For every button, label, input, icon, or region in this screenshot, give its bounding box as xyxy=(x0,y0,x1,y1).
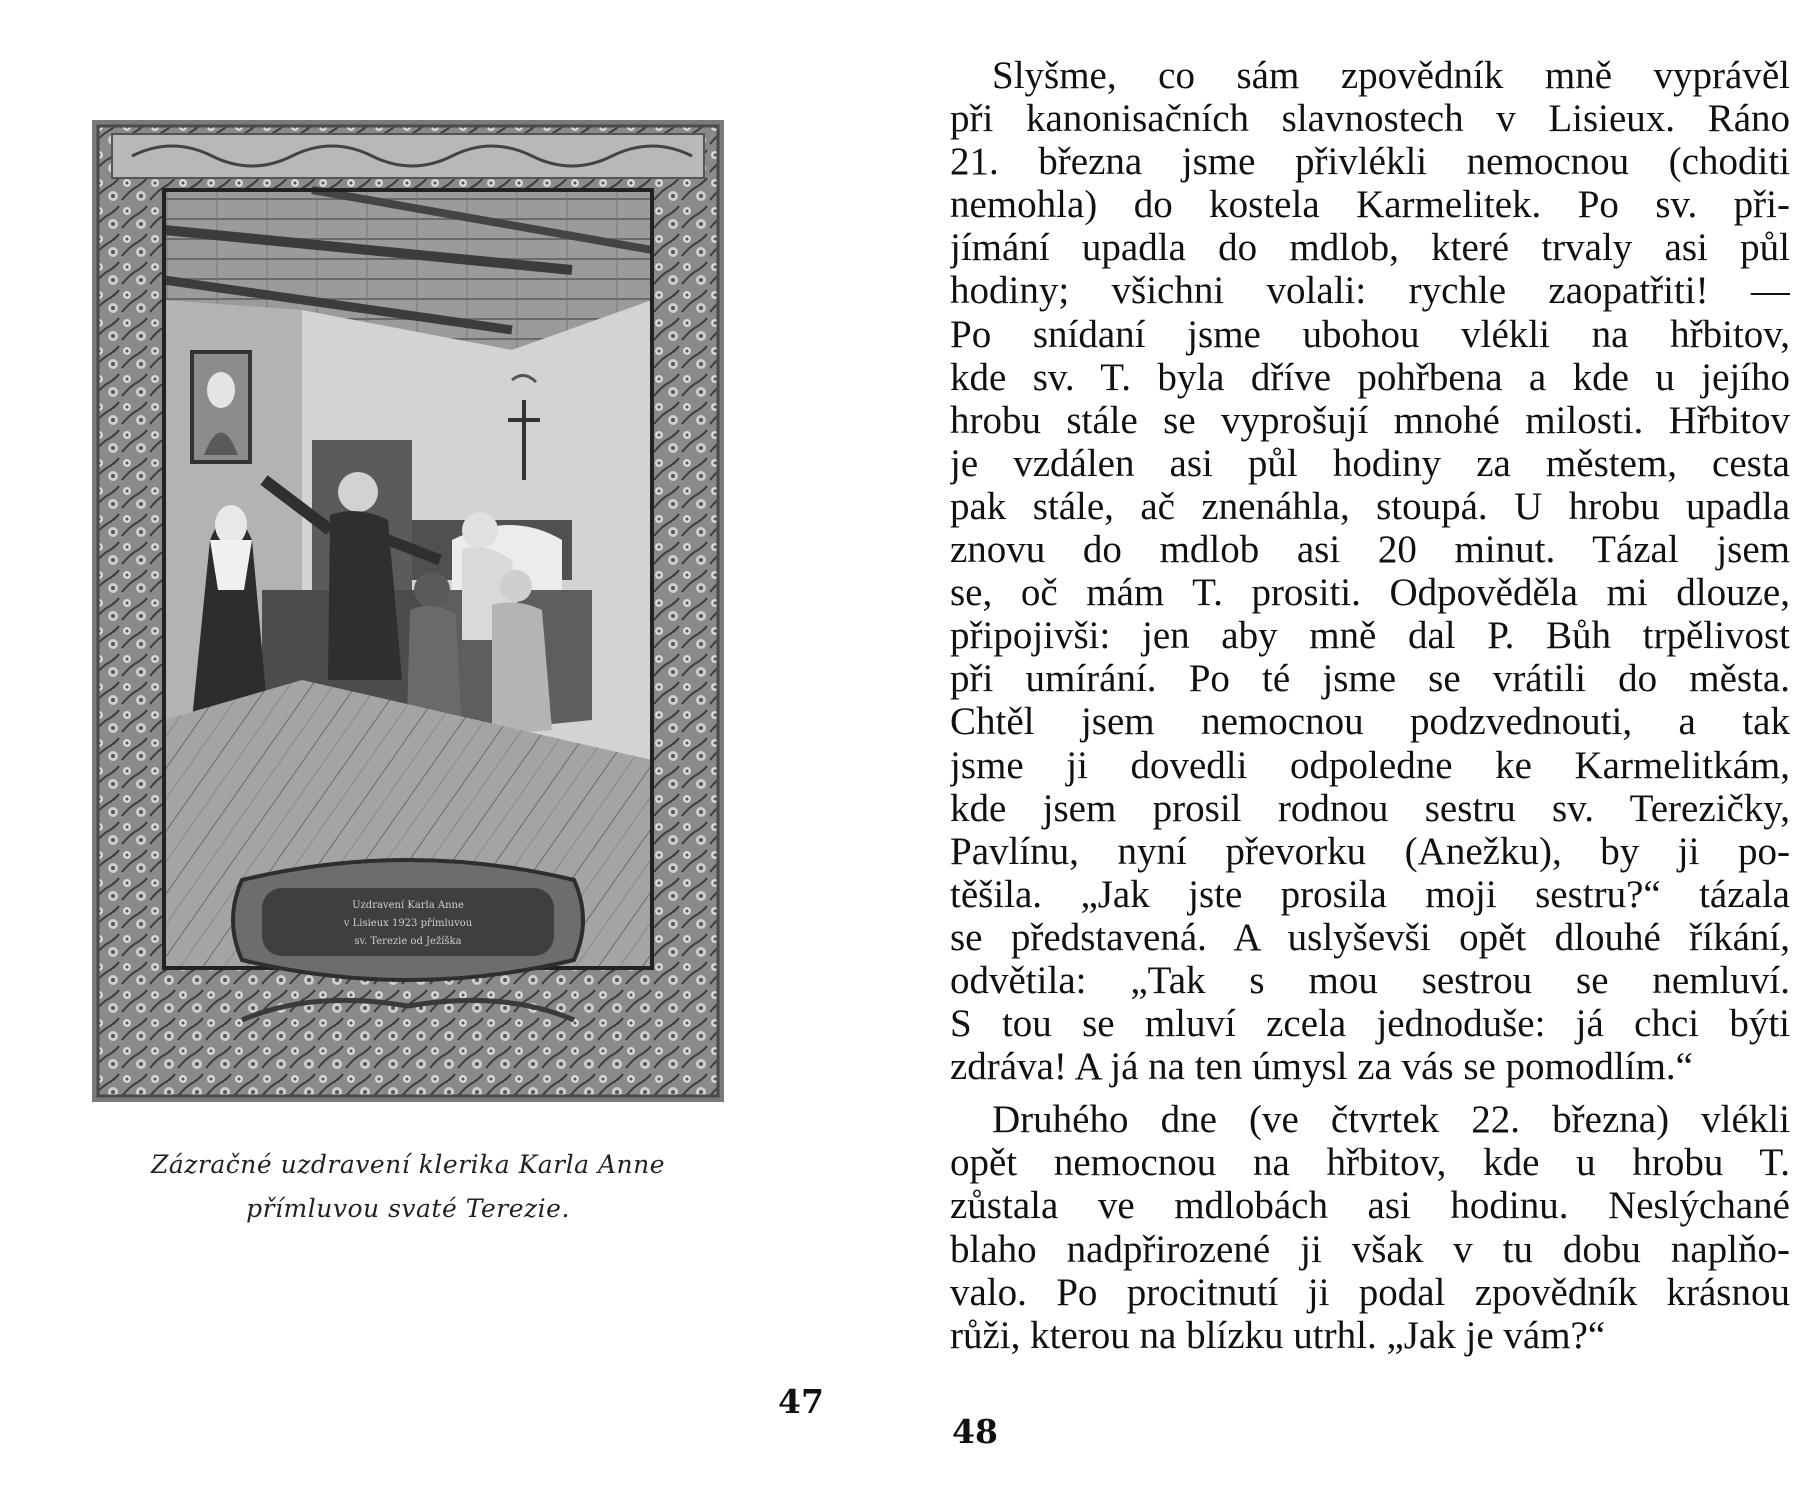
text-line: S tou se mluví zcela jednoduše: já chci býti xyxy=(950,1002,1790,1046)
text-line: jímání upadla do mdlob, které trvaly asi půl xyxy=(950,226,1790,270)
text-line: blaho nadpřirozené ji však v tu dobu naplňo- xyxy=(950,1227,1790,1271)
text-line: Chtěl jsem nemocnou podzvednouti, a tak xyxy=(950,700,1790,744)
illustration-plate xyxy=(92,120,724,1102)
text-line: 21. března jsme přivlékli nemocnou (choditi xyxy=(950,140,1790,184)
text-line: zdráva! A já na ten úmysl za vás se pomodlím.“ xyxy=(950,1045,1693,1089)
caption-line-1: Zázračné uzdravení klerika Karla Anne xyxy=(150,1150,666,1179)
text-line: Po snídaní jsme ubohou vlékli na hřbitov, xyxy=(950,312,1790,356)
text-line: při umírání. Po té jsme se vrátili do města. xyxy=(950,657,1790,701)
engraving-icon xyxy=(92,120,724,1102)
text-line: se, oč mám T. prositi. Odpověděla mi dlouze, xyxy=(950,571,1790,615)
text-line: hrobu stále se vyprošují mnohé milosti. Hřbitov xyxy=(950,398,1790,442)
paragraph-1 xyxy=(950,54,1790,1088)
illustration-caption xyxy=(92,1143,724,1231)
text-line: Druhého dne (ve čtvrtek 22. března) vlékli xyxy=(992,1098,1790,1142)
text-line: valo. Po procitnutí ji podal zpovědník krásnou xyxy=(950,1270,1790,1314)
text-line: růži, kterou na blízku utrhl. „Jak je vám?“ xyxy=(950,1313,1606,1357)
text-line: pak stále, ač znenáhla, stoupá. U hrobu upadla xyxy=(950,484,1790,528)
text-line: připojivši: jen aby mně dal P. Bůh trpělivost xyxy=(950,614,1790,658)
text-line: odvětila: „Tak s mou sestrou se nemluví. xyxy=(950,958,1790,1002)
cartouche-line-3: sv. Terezie od Ježíška xyxy=(354,936,462,947)
text-line: kde sv. T. byla dříve pohřbena a kde u jejího xyxy=(950,355,1790,399)
text-line: znovu do mdlob asi 20 minut. Tázal jsem xyxy=(950,528,1790,572)
caption-line-2: přímluvou svaté Terezie. xyxy=(246,1194,570,1223)
text-line: kde jsem prosil rodnou sestru sv. Terezičky, xyxy=(950,786,1790,830)
cartouche-line-1: Uzdravení Karla Anne xyxy=(352,900,464,911)
body-text xyxy=(950,54,1790,1357)
text-line: těšila. „Jak jste prosila moji sestru?“ tázala xyxy=(950,872,1790,916)
paragraph-2 xyxy=(950,1098,1790,1357)
cartouche-line-2: v Lisieux 1923 přímluvou xyxy=(343,918,473,929)
text-line: Pavlínu, nyní převorku (Anežku), by ji po- xyxy=(950,829,1790,873)
text-line: Slyšme, co sám zpovědník mně vyprávěl xyxy=(992,54,1790,97)
text-line: je vzdálen asi půl hodiny za městem, cesta xyxy=(950,441,1790,485)
text-line: hodiny; všichni volali: rychle zaopatřiti! — xyxy=(950,269,1790,313)
text-line: opět nemocnou na hřbitov, kde u hrobu T. xyxy=(950,1141,1790,1185)
text-line: zůstala ve mdlobách asi hodinu. Neslýchané xyxy=(950,1184,1790,1228)
page-number-left: 47 xyxy=(778,1382,824,1421)
text-line: se představená. A uslyševši opět dlouhé říkání, xyxy=(950,915,1790,959)
text-line: při kanonisačních slavnostech v Lisieux. Ráno xyxy=(950,97,1790,141)
page-number-right: 48 xyxy=(952,1412,998,1451)
right-page xyxy=(930,0,1814,1500)
text-line: nemohla) do kostela Karmelitek. Po sv. při- xyxy=(950,183,1790,227)
text-line: jsme ji dovedli odpoledne ke Karmelitkám, xyxy=(950,743,1790,787)
